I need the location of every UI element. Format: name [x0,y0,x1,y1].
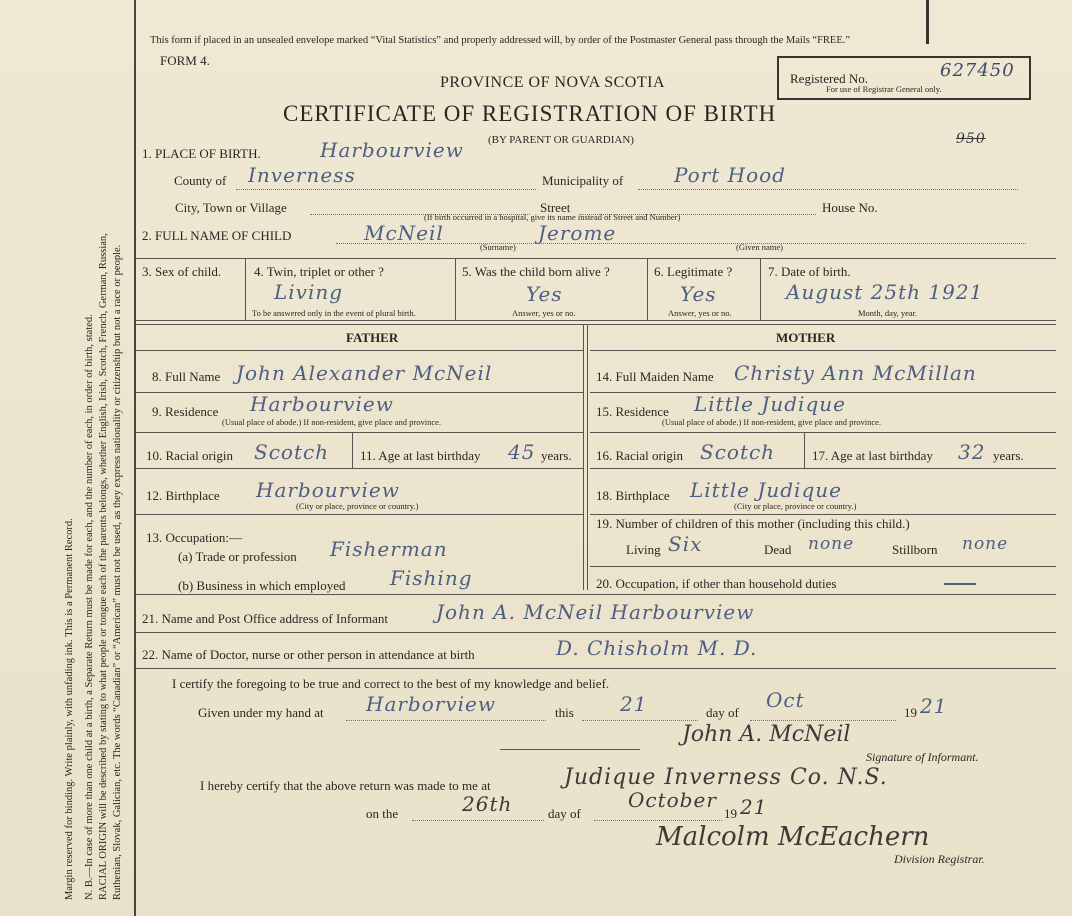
father-birthplace-note: (City or place, province or country.) [296,501,419,511]
twin-note: To be answered only in the event of plural birth. [252,308,416,318]
surname-caption: (Surname) [480,242,516,252]
informant-label: 21. Name and Post Office address of Informant [142,611,388,626]
day-of-label: day of [706,705,739,720]
father-age-label: 11. Age at last birthday [360,448,481,463]
given-place-value: Harborview [366,692,496,716]
corner-number: 950 [956,131,986,147]
hospital-note: (If birth occurred in a hospital, give its name instead of Street and Number) [424,212,681,222]
dead-label: Dead [764,542,792,557]
certify-statement: I certify the foregoing to be true and correct to the best of my knowledge and belief. [172,676,610,691]
mother-birthplace-note: (City or place, province or country.) [734,501,857,511]
legitimate-note: Answer, yes or no. [668,308,732,318]
this-label: this [555,705,574,720]
born-alive-note: Answer, yes or no. [512,308,576,318]
father-occupation-label: 13. Occupation:— [146,530,243,545]
house-no-label: House No. [822,200,878,215]
registrar-signature: Malcolm McEachern [656,822,930,852]
registered-label: Registered No. [790,71,868,86]
municipality-value: Port Hood [674,163,786,187]
municipality-label: Municipality of [542,173,624,188]
province-heading: PROVINCE OF NOVA SCOTIA [440,74,666,91]
father-residence-label: 9. Residence [152,404,219,419]
ink-mark [926,0,929,44]
informant-value: John A. McNeil Harbourview [436,600,755,624]
year2-prefix: 19 [724,806,737,821]
form-number: FORM 4. [160,53,210,68]
sex-label: 3. Sex of child. [142,264,222,279]
stillborn-label: Stillborn [892,542,938,557]
stillborn-value: none [962,534,1009,554]
children-count-label: 19. Number of children of this mother (including this child.) [596,516,910,531]
twin-value: Living [274,280,344,304]
registered-number: 627450 [940,60,1015,81]
legitimate-label: 6. Legitimate ? [654,264,733,279]
registrar-caption: Division Registrar. [894,852,985,866]
registrar-use-note: For use of Registrar General only. [826,84,942,94]
mother-birthplace-value: Little Judique [690,478,842,502]
father-heading: FATHER [346,330,399,345]
child-surname-value: McNeil [364,221,444,245]
father-age-value: 45 [508,440,536,464]
doctor-label: 22. Name of Doctor, nurse or other person in attendance at birth [142,647,475,662]
certificate-subtitle: (BY PARENT OR GUARDIAN) [488,134,634,146]
business-value: Fishing [390,566,473,590]
place-of-birth-label: 1. PLACE OF BIRTH. [142,146,261,161]
given-name-caption: (Given name) [736,242,783,252]
mother-residence-value: Little Judique [694,392,846,416]
father-race-label: 10. Racial origin [146,448,234,463]
mother-occupation-label: 20. Occupation, if other than household duties [596,576,837,591]
mother-occupation-dash [944,583,976,585]
signature-caption: Signature of Informant. [866,750,979,764]
born-alive-value: Yes [526,282,563,306]
margin-note-2: N. B.—In case of more than one child at a birth, a Separate Return must be made for each, and the number of each, in order of birth, stated. [84,314,95,900]
legitimate-value: Yes [680,282,717,306]
on-the-label: on the [366,806,399,821]
mother-race-label: 16. Racial origin [596,448,684,463]
county-label: County of [174,173,227,188]
certificate-title: CERTIFICATE OF REGISTRATION OF BIRTH [283,101,777,126]
street-label: Street [540,200,571,215]
trade-value: Fisherman [330,537,448,561]
mother-residence-note: (Usual place of abode.) If non-resident, give place and province. [662,417,882,427]
on-the-value: 26th [462,792,513,816]
father-name-value: John Alexander McNeil [236,361,493,385]
mother-birthplace-label: 18. Birthplace [596,488,670,503]
registrar-statement: I hereby certify that the above return was made to me at [200,778,491,793]
mother-residence-label: 15. Residence [596,404,669,419]
registrar-place-value: Judique Inverness Co. N.S. [564,765,888,790]
year-prefix: 19 [904,705,917,720]
month2-value: October [628,788,717,812]
father-race-value: Scotch [254,440,330,464]
informant-signature: John A. McNeil [682,722,851,747]
trade-label: (a) Trade or profession [178,549,297,564]
mother-years-label: years. [993,448,1024,463]
mother-heading: MOTHER [776,330,836,345]
date-of-birth-value: August 25th 1921 [786,280,984,304]
month-value: Oct [766,688,805,712]
year-value: 21 [920,694,948,718]
mother-age-label: 17. Age at last birthday [812,448,933,463]
father-birthplace-label: 12. Birthplace [146,488,220,503]
binding-margin [0,0,136,916]
living-label: Living [626,542,661,557]
born-alive-label: 5. Was the child born alive ? [462,264,610,279]
mother-race-value: Scotch [700,440,776,464]
father-residence-value: Harbourview [250,392,394,416]
twin-label: 4. Twin, triplet or other ? [254,264,384,279]
date-of-birth-note: Month, day, year. [858,308,918,318]
margin-note-3: RACIAL ORIGIN will be described by stating to what people or tongue each of the parents belongs, whether English, Irish, Scotch, French, German, Russian, [98,233,109,900]
this-day-value: 21 [620,692,648,716]
margin-note-4: Ruthenian, Slovak, Galician, etc. The words “Canadian” or “American” must not be used, as they express nationality or citizenship but not a race or people. [112,244,123,900]
year2-value: 21 [740,795,768,819]
dead-value: none [808,534,855,554]
city-label: City, Town or Village [175,200,287,215]
given-under-hand-label: Given under my hand at [198,705,324,720]
father-birthplace-value: Harbourview [256,478,400,502]
county-value: Inverness [248,163,356,187]
father-years-label: years. [541,448,572,463]
child-given-value: Jerome [538,221,617,245]
doctor-value: D. Chisholm M. D. [556,636,758,660]
father-name-label: 8. Full Name [152,369,221,384]
business-label: (b) Business in which employed [178,578,346,593]
child-name-label: 2. FULL NAME OF CHILD [142,228,292,243]
mother-name-value: Christy Ann McMillan [734,361,977,385]
day-of-label-2: day of [548,806,581,821]
living-value: Six [668,532,703,556]
date-of-birth-label: 7. Date of birth. [768,264,851,279]
postal-notice: This form if placed in an unsealed envelope marked “Vital Statistics” and properly addressed will, by order of the Postmaster General pass through the Mails “FREE.” [150,35,851,46]
father-residence-note: (Usual place of abode.) If non-resident, give place and province. [222,417,442,427]
margin-note-1: Margin reserved for binding. Write plainly, with unfading ink. This is a Permanent Record. [64,518,75,900]
mother-name-label: 14. Full Maiden Name [596,369,714,384]
place-of-birth-value: Harbourview [320,138,464,162]
mother-age-value: 32 [958,440,986,464]
